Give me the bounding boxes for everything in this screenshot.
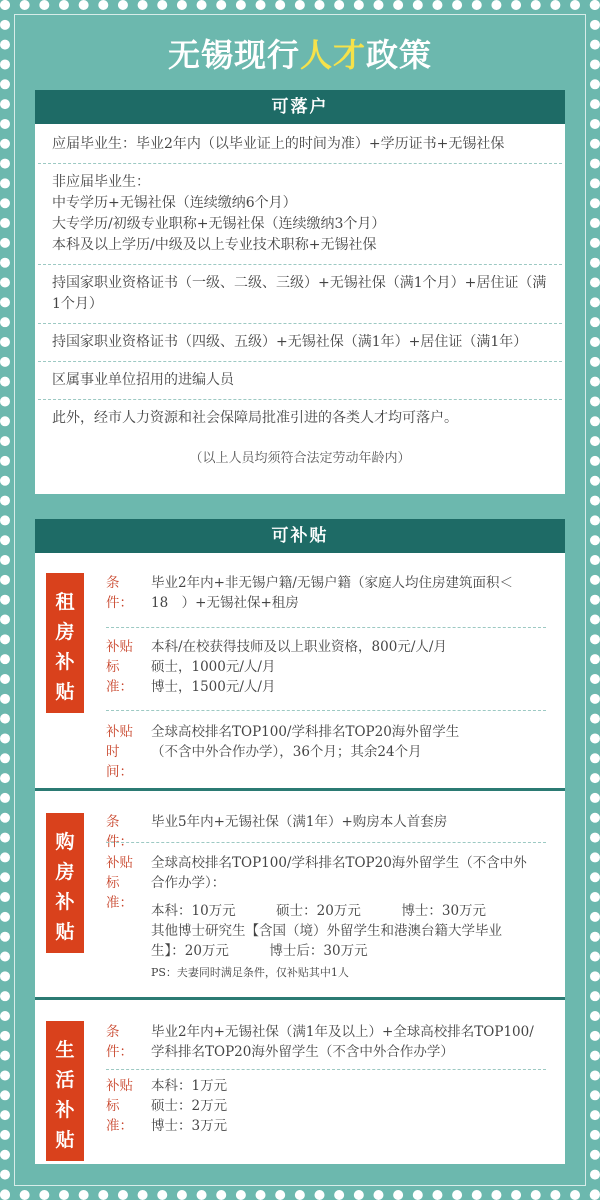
purchase-condition: [106, 812, 546, 850]
key-label: [106, 853, 144, 913]
living-standard: [106, 1076, 546, 1136]
tag-char: 贴: [55, 921, 75, 943]
row-text: 毕业2年内（以毕业证上的时间为准）+学历证书+无锡社保: [136, 136, 505, 152]
section-separator: [35, 997, 565, 1000]
tag-char: 购: [55, 831, 75, 853]
tag-char: 补: [55, 891, 75, 913]
row-line: 中专学历+无锡社保（连续缴纳6个月）: [52, 195, 297, 211]
living-subsidy-tag: [46, 1021, 84, 1161]
value-line: 全球高校排名TOP100/学科排名TOP20海外留学生（不含中外: [151, 855, 527, 871]
tag-char: 生: [55, 1039, 75, 1061]
title-prefix: 无锡现行: [167, 36, 300, 74]
value-line: 生】：20万元 博士后：30万元: [151, 943, 368, 959]
key-line: 补贴: [106, 1078, 133, 1094]
key-line: 标准：: [106, 875, 133, 911]
tag-char: 房: [55, 861, 75, 883]
value-line: 毕业5年内+无锡社保（满1年）+购房本人首套房: [151, 814, 448, 830]
divider: [106, 710, 546, 711]
key-label: [106, 637, 144, 697]
value-line: 毕业2年内+无锡社保（满1年及以上）+全球高校排名TOP100/: [151, 1024, 534, 1040]
luohu-row-other: 此外，经市人力资源和社会保障局批准引进的各类人才均可落户。: [52, 410, 458, 426]
value-line: 学科排名TOP20海外留学生（不含中外合作办学）: [151, 1044, 454, 1060]
value-line: 本科/在校获得技师及以上职业资格，800元/人/月: [151, 639, 447, 655]
luohu-row-graduate: [38, 126, 562, 164]
title-highlight: 人才: [299, 36, 366, 74]
value-line: 其他博士研究生【含国（境）外留学生和港澳台籍大学毕业: [151, 923, 502, 939]
value-line: （不含中外合作办学），36个月；其余24个月: [151, 744, 422, 760]
tag-char: 贴: [55, 1129, 75, 1151]
value-line: 硕士，1000元/人/月: [151, 659, 276, 675]
tag-char: 租: [55, 591, 75, 613]
value-line: 博士，1500元/人/月: [151, 679, 276, 695]
key-label: 条件：: [106, 1024, 133, 1060]
value-line: 博士：3万元: [151, 1118, 228, 1134]
rent-duration: [106, 722, 546, 780]
luohu-row-cert123: 持国家职业资格证书（一级、二级、三级）+无锡社保（满1个月）+居住证（满1个月）: [38, 265, 562, 324]
purchase-standard: [106, 853, 546, 983]
key-line: 补贴: [106, 855, 133, 871]
luohu-row-nongraduate: [38, 164, 562, 265]
title-suffix: 政策: [366, 36, 433, 74]
row-line: 大专学历/初级专业职称+无锡社保（连续缴纳3个月）: [52, 216, 386, 232]
luohu-row-cert45: 持国家职业资格证书（四级、五级）+无锡社保（满1年）+居住证（满1年）: [38, 324, 562, 362]
key-line: 标准：: [106, 1098, 133, 1134]
living-condition: [106, 1022, 546, 1062]
tag-char: 补: [55, 651, 75, 673]
luohu-row-district: 区属事业单位招用的进编人员: [38, 362, 562, 400]
key-line: 补贴: [106, 724, 133, 740]
value-line: 本科：10万元 硕士：20万元 博士：30万元: [151, 903, 487, 919]
key-label: [106, 722, 144, 782]
ps-note: PS：夫妻同时满足条件，仅补贴其中1人: [151, 966, 349, 979]
divider: [106, 842, 546, 843]
purchase-subsidy-tag: [46, 813, 84, 953]
value-line: 硕士：2万元: [151, 1098, 228, 1114]
tag-char: 活: [55, 1069, 75, 1091]
rent-subsidy-tag: [46, 573, 84, 713]
divider: [106, 627, 546, 628]
luohu-header: 可落户: [35, 90, 565, 124]
rent-standard: [106, 637, 546, 697]
butie-header: 可补贴: [35, 519, 565, 553]
value-line: 合作办学）：: [151, 875, 226, 891]
luohu-note: （以上人员均须符合法定劳动年龄内）: [189, 451, 411, 466]
row-label: 非应届毕业生：: [52, 174, 150, 190]
value-line: 本科：1万元: [151, 1078, 228, 1094]
value-line: 18 ）+无锡社保+租房: [151, 595, 299, 611]
value-line: 毕业2年内+非无锡户籍/无锡户籍（家庭人均住房建筑面积＜: [151, 575, 513, 591]
tag-char: 贴: [55, 681, 75, 703]
luohu-panel: [35, 90, 565, 494]
divider: [106, 1069, 546, 1070]
key-label: 条件：: [106, 814, 133, 850]
tag-char: 房: [55, 621, 75, 643]
section-separator: [35, 788, 565, 791]
key-label: 条件：: [106, 575, 133, 611]
key-label: [106, 1076, 144, 1136]
page-title: [0, 30, 600, 76]
value-line: 全球高校排名TOP100/学科排名TOP20海外留学生: [151, 724, 460, 740]
rent-condition: [106, 573, 546, 613]
tag-char: 补: [55, 1099, 75, 1121]
row-line: 本科及以上学历/中级及以上专业技术职称+无锡社保: [52, 237, 377, 253]
key-line: 时间：: [106, 744, 133, 780]
row-lines: [52, 193, 450, 256]
key-line: 标准：: [106, 659, 133, 695]
row-label: 应届毕业生：: [52, 136, 136, 152]
key-line: 补贴: [106, 639, 133, 655]
butie-panel: [35, 519, 565, 1164]
